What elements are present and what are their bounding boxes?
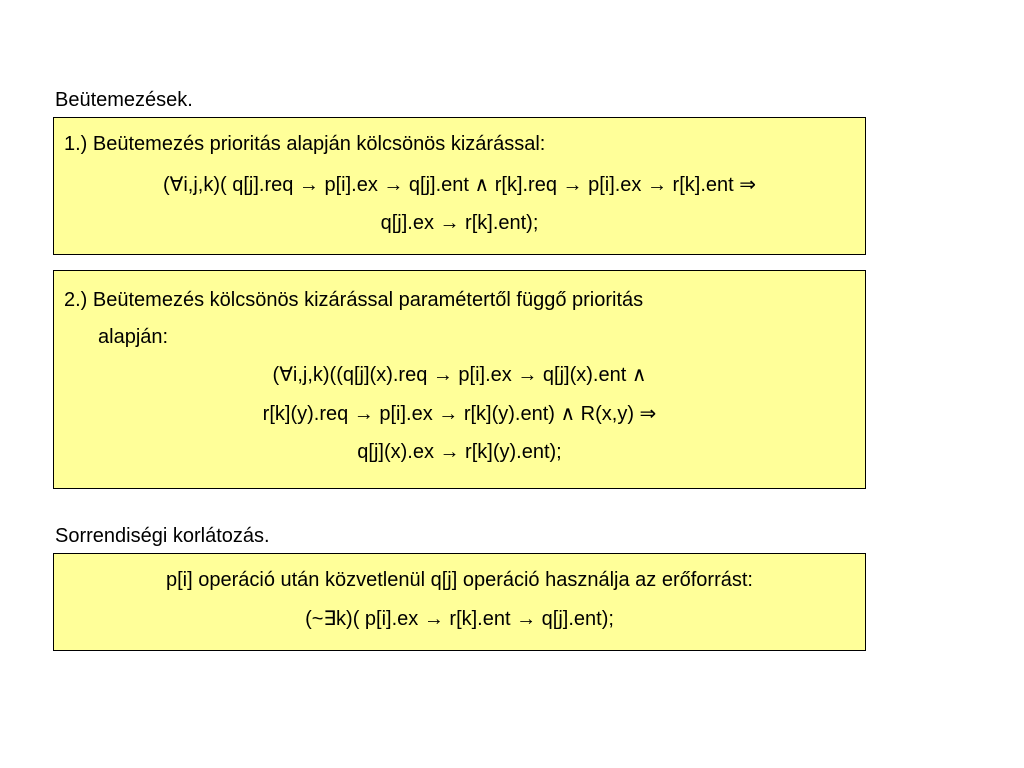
rule-formula-line: (∀i,j,k)((q[j](x).req → p[i].ex → q[j](x).ent ∧ [272,364,647,386]
rule-formula-line: (~∃k)( p[i].ex → r[k].ent → q[j].ent); [305,608,614,630]
rule-formula-line: (∀i,j,k)( q[j].req → p[i].ex → q[j].ent ∧ r[k].req → p[i].ex → r[k].ent ⇒ [162,174,756,196]
rule-formula-line: q[j].ex → r[k].ent); [380,212,539,234]
rule-formula-line: q[j](x).ex → r[k](y).ent); [357,441,562,463]
section-heading-scheduling: Beütemezések. [55,89,193,111]
rule-box-priority-mutex [53,117,866,255]
rule-title-continuation: alapján: [98,326,169,348]
rule-box-ordering [53,553,866,651]
rule-formula-line: r[k](y).req → p[i].ex → r[k](y).ent) ∧ R(x,y) ⇒ [262,403,657,425]
section-heading-ordering-constraint: Sorrendiségi korlátozás. [55,525,270,547]
rule-title: 1.) Beütemezés prioritás alapján kölcsönös kizárással: [64,133,546,155]
rule-title: 2.) Beütemezés kölcsönös kizárással paramétertől függő prioritás [64,289,644,311]
rule-box-parametric-priority [53,270,866,489]
rule-text: p[i] operáció után közvetlenül q[j] operáció használja az erőforrást: [165,569,753,591]
